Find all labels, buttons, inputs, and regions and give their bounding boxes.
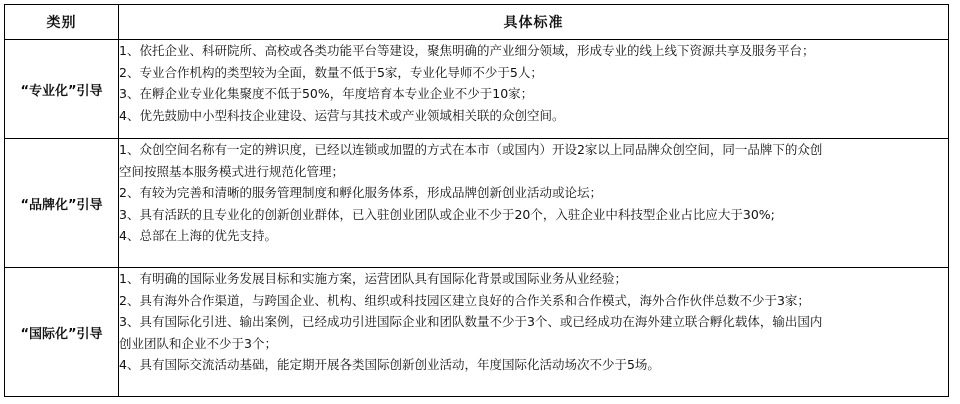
header-standard: 具体标准 (119, 5, 949, 40)
standard-line: 4、优先鼓励中小型科技企业建设、运营与其技术或产业领域相关联的众创空间。 (119, 107, 565, 123)
standard-cell (119, 139, 949, 268)
standard-line: 1、依托企业、科研院所、高校或各类功能平台等建设，聚焦明确的产业细分领域，形成专业的线上线下资源共享及服务平台； (119, 43, 815, 58)
header-category: 类别 (5, 5, 119, 40)
table-header-row (5, 5, 949, 40)
standard-line: 4、总部在上海的优先支持。 (119, 228, 277, 243)
table-row (5, 268, 949, 397)
standard-cell (119, 268, 949, 397)
standard-line: 1、众创空间名称有一定的辨识度，已经以连锁或加盟的方式在本市（或国内）开设2家以上同品牌众创空间，同一品牌下的众创 (119, 142, 823, 157)
standard-line: 3、在孵企业专业化集聚度不低于50%，年度培育本专业企业不少于10家； (119, 86, 534, 101)
standard-line: 3、具有活跃的且专业化的创新创业群体，已入驻创业团队或企业不少于20个，入驻企业中科技型企业占比应大于30%; (119, 206, 775, 222)
standard-line: 1、有明确的国际业务发展目标和实施方案，运营团队具有国际化背景或国际业务从业经验； (119, 271, 627, 286)
table-row (5, 40, 949, 139)
standard-line: 4、具有国际交流活动基础，能定期开展各类国际创新创业活动，年度国际化活动场次不少于5场。 (119, 357, 660, 372)
standard-line: 2、有较为完善和清晰的服务管理制度和孵化服务体系，形成品牌创新创业活动或论坛； (119, 185, 602, 200)
category-cell: “专业化”引导 (5, 40, 119, 139)
standard-line: 创业团队和企业不少于3个； (119, 335, 277, 351)
criteria-table (4, 4, 949, 397)
standard-cell (119, 40, 949, 139)
standard-line: 3、具有国际化引进、输出案例，已经成功引进国际企业和团队数量不少于3个、或已经成功在海外建立联合孵化载体，输出国内 (119, 314, 823, 329)
standard-line: 2、具有海外合作渠道，与跨国企业、机构、组织或科技园区建立良好的合作关系和合作模式，海外合作伙伴总数不少于3家； (119, 292, 810, 308)
category-cell: “品牌化”引导 (5, 139, 119, 268)
standard-line: 2、专业合作机构的类型较为全面，数量不低于5家，专业化导师不少于5人； (119, 64, 543, 80)
standard-line: 空间按照基本服务模式进行规范化管理； (119, 163, 345, 179)
category-cell: “国际化”引导 (5, 268, 119, 397)
table-row (5, 139, 949, 268)
